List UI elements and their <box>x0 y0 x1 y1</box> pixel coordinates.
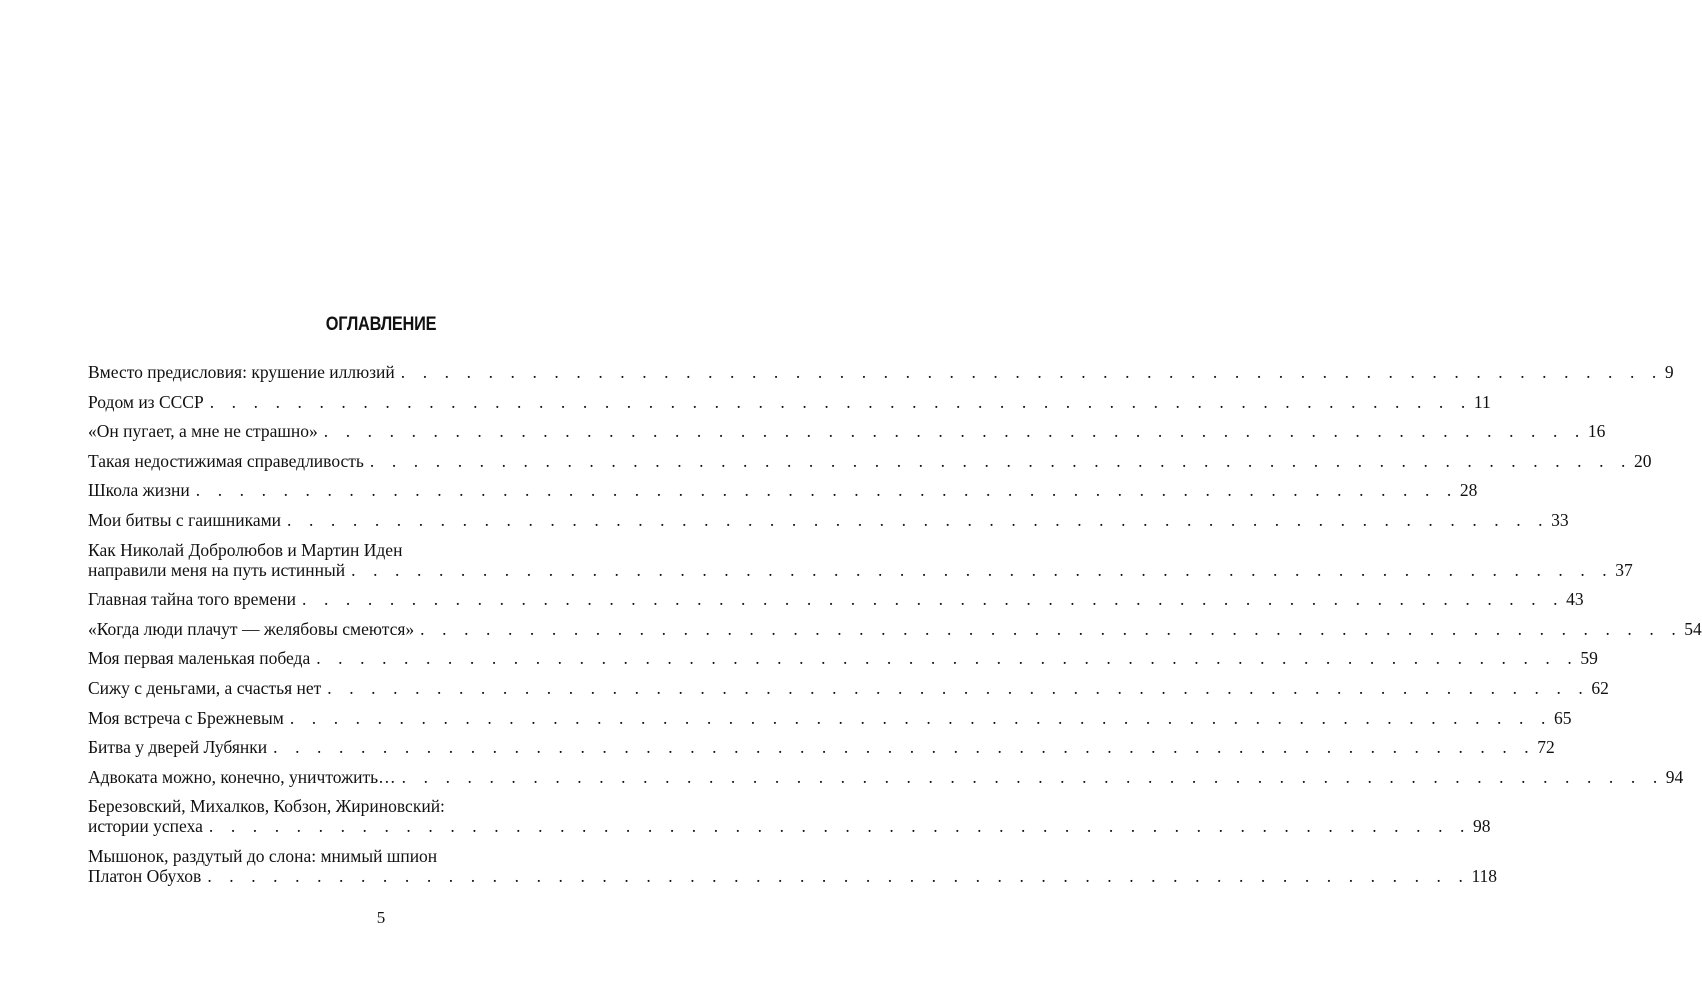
dot-leader: . . . . . . . . . . . . . . . . . . . . . . . . . . . . . . . . . . . . . . . . . . . . . . . . . . . . . . . . . . <box>420 618 1683 639</box>
toc-entry-line <box>88 648 1598 669</box>
dot-leader: . . . . . . . . . . . . . . . . . . . . . . . . . . . . . . . . . . . . . . . . . . . . . . . . . . . . . . . . . . <box>207 865 1470 886</box>
toc-entry-page: 65 <box>1553 707 1572 728</box>
toc-entry-page: 118 <box>1471 865 1498 886</box>
toc-entry-line <box>88 618 1702 639</box>
toc-entry-title: Битва у дверей Лубянки <box>88 737 268 758</box>
dot-leader: . . . . . . . . . . . . . . . . . . . . . . . . . . . . . . . . . . . . . . . . . . . . . . . . . . . . . . . . . . <box>401 766 1664 787</box>
toc-entry-title: Школа жизни <box>88 480 190 501</box>
dot-leader: . . . . . . . . . . . . . . . . . . . . . . . . . . . . . . . . . . . . . . . . . . . . . . . . . . . . . . . . . . <box>289 707 1552 728</box>
toc-entry-page: 54 <box>1684 618 1702 639</box>
page-number: 5 <box>376 908 386 927</box>
toc-entry-line <box>88 362 1674 382</box>
toc-entry <box>88 421 1606 451</box>
toc-entry-line <box>88 589 1584 610</box>
toc-entry-title: истории успеха <box>88 816 203 837</box>
toc-entry <box>88 509 1569 540</box>
toc-entry-title: Моя встреча с Брежневым <box>88 707 284 728</box>
toc-entry-line <box>88 509 1569 530</box>
dot-leader: . . . . . . . . . . . . . . . . . . . . . . . . . . . . . . . . . . . . . . . . . . . . . . . . . . . . . . . . . . <box>400 362 1663 382</box>
toc-entry-page: 11 <box>1473 391 1491 412</box>
dot-leader: . . . . . . . . . . . . . . . . . . . . . . . . . . . . . . . . . . . . . . . . . . . . . . . . . . . . . . . . . . <box>273 737 1536 758</box>
toc-entry-title: Такая недостижимая справедливость <box>88 450 364 471</box>
toc-entry-title: Адвоката можно, конечно, уничтожить… <box>88 766 396 787</box>
toc-entry <box>88 766 1684 797</box>
dot-leader: . . . . . . . . . . . . . . . . . . . . . . . . . . . . . . . . . . . . . . . . . . . . . . . . . . . . . . . . . . <box>208 816 1471 837</box>
dot-leader: . . . . . . . . . . . . . . . . . . . . . . . . . . . . . . . . . . . . . . . . . . . . . . . . . . . . . . . . . . <box>316 648 1579 669</box>
toc-entry-title: Сижу с деньгами, а счастья нет <box>88 677 322 698</box>
toc-heading: ОГЛАВЛЕНИЕ <box>325 314 437 335</box>
toc-entry-page: 20 <box>1634 450 1652 471</box>
toc-entry <box>88 677 1609 708</box>
toc-entry-line <box>88 450 1652 471</box>
toc-entry <box>88 391 1491 422</box>
toc-entry-line <box>88 816 1491 837</box>
toc-entry <box>88 796 1491 846</box>
toc-entry-page: 9 <box>1664 362 1674 382</box>
toc-entry-title: Платон Обухов <box>88 865 202 886</box>
toc-entry <box>88 450 1652 481</box>
toc-entry-page: 62 <box>1591 677 1609 698</box>
toc-entry <box>88 707 1572 738</box>
toc-entry-line <box>88 707 1572 728</box>
toc-entry <box>88 845 1498 896</box>
toc-entry-title: Моя первая маленькая победа <box>88 648 311 669</box>
toc-entry-line <box>88 559 1633 580</box>
toc-entry <box>88 648 1598 678</box>
toc-entry-line <box>88 737 1555 758</box>
toc-entry-page: 72 <box>1537 737 1555 758</box>
dot-leader: . . . . . . . . . . . . . . . . . . . . . . . . . . . . . . . . . . . . . . . . . . . . . . . . . . . . . . . . . . <box>209 391 1472 412</box>
toc-entry-page: 37 <box>1615 559 1633 580</box>
toc-entry-line <box>88 421 1606 442</box>
toc-list <box>88 362 1702 896</box>
dot-leader: . . . . . . . . . . . . . . . . . . . . . . . . . . . . . . . . . . . . . . . . . . . . . . . . . . . . . . . . . . <box>327 677 1590 698</box>
dot-leader: . . . . . . . . . . . . . . . . . . . . . . . . . . . . . . . . . . . . . . . . . . . . . . . . . . . . . . . . . . <box>287 509 1550 530</box>
toc-entry <box>88 618 1702 649</box>
toc-entry-page: 28 <box>1459 480 1478 501</box>
dot-leader: . . . . . . . . . . . . . . . . . . . . . . . . . . . . . . . . . . . . . . . . . . . . . . . . . . . . . . . . . . <box>351 559 1614 580</box>
toc-entry-title: Мои битвы с гаишниками <box>88 509 282 530</box>
toc-entry-page: 98 <box>1473 816 1491 837</box>
dot-leader: . . . . . . . . . . . . . . . . . . . . . . . . . . . . . . . . . . . . . . . . . . . . . . . . . . . . . . . . . . <box>302 589 1565 610</box>
dot-leader: . . . . . . . . . . . . . . . . . . . . . . . . . . . . . . . . . . . . . . . . . . . . . . . . . . . . . . . . . . <box>369 450 1633 471</box>
toc-entry-line <box>88 391 1491 412</box>
toc-entry-line <box>88 480 1478 501</box>
toc-entry-title: Главная тайна того времени <box>88 589 297 610</box>
toc-entry-page: 16 <box>1587 421 1606 442</box>
toc-entry-title-line: Мышонок, раздутый до слона: мнимый шпион <box>88 845 438 866</box>
toc-entry-page: 33 <box>1551 509 1569 530</box>
toc-entry-title-line: Как Николай Добролюбов и Мартин Иден <box>88 539 403 560</box>
toc-entry-title-line: Березовский, Михалков, Кобзон, Жириновский: <box>88 796 445 817</box>
toc-entry <box>88 362 1674 392</box>
toc-entry-line <box>88 677 1609 698</box>
toc-entry <box>88 539 1633 590</box>
toc-entry-page: 59 <box>1580 648 1598 669</box>
toc-entry <box>88 589 1584 619</box>
toc-entry-page: 94 <box>1665 766 1684 787</box>
toc-entry-line <box>88 766 1684 787</box>
toc-entry-line <box>88 865 1498 886</box>
toc-entry-title: «Когда люди плачут — желябовы смеются» <box>88 618 415 639</box>
toc-entry <box>88 480 1478 510</box>
toc-entry-title: «Он пугает, а мне не страшно» <box>88 421 318 442</box>
toc-entry-page: 43 <box>1566 589 1584 610</box>
dot-leader: . . . . . . . . . . . . . . . . . . . . . . . . . . . . . . . . . . . . . . . . . . . . . . . . . . . . . . . . . . <box>323 421 1586 442</box>
toc-entry <box>88 737 1555 767</box>
toc-entry-title: Вместо предисловия: крушение иллюзий <box>88 362 395 382</box>
dot-leader: . . . . . . . . . . . . . . . . . . . . . . . . . . . . . . . . . . . . . . . . . . . . . . . . . . . . . . . . . . <box>195 480 1458 501</box>
toc-entry-title: Родом из СССР <box>88 391 204 412</box>
toc-entry-title: направили меня на путь истинный <box>88 559 346 580</box>
